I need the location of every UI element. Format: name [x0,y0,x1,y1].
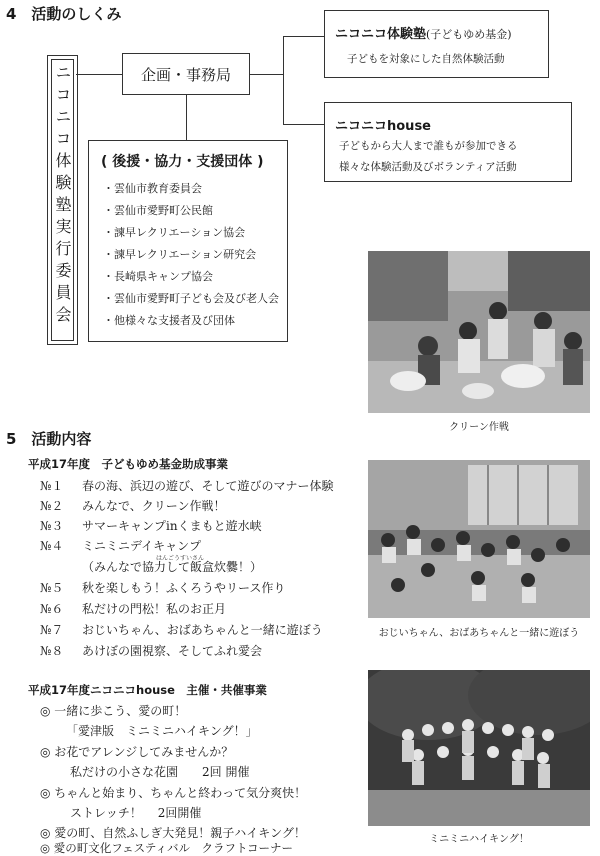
fund-item-2: №２ みんなで、クリーン作戦！ [40,499,226,513]
support-item: ・他様々な支援者及び団体 [103,314,235,327]
photo-hiking [368,670,590,826]
caption-grandparents: おじいちゃん、おばあちゃんと一緒に遊ぼう [378,628,580,639]
fund-item-8: №８ あけぼの園視察、そしてふれ愛会 [40,644,263,658]
photo-grandparents [368,460,590,618]
house-item: ストレッチ！ 2回開催 [70,806,202,820]
connector-to-house [283,124,324,125]
support-item: ・雲仙市愛野町公民館 [103,204,213,217]
taiken-title: ニコニコ体験塾 [335,27,427,42]
photo-grandparents-image [368,460,590,618]
taiken-fund: (子どもゆめ基金) [426,28,512,41]
photo-clean-up [368,251,590,413]
nikoniko-house-box [324,102,572,182]
fund-item-7: №７ おじいちゃん、おばあちゃんと一緒に遊ぼう [40,623,323,637]
house-item: ◎ 一緒に歩こう、愛の町！ [40,704,187,718]
connector-planning-support [186,95,187,140]
fund-item-1: №１ 春の海、浜辺の遊び、そして遊びのマナー体験 [40,479,334,493]
fund-item-5: №５ 秋を楽しもう！ふくろうやリース作り [40,581,286,595]
connector-committee-planning [76,74,122,75]
photo-hiking-image [368,670,590,826]
support-item: ・諫早レクリエーション協会 [103,226,246,239]
caption-hiking: ミニミニハイキング！ [429,834,529,845]
house-desc-1: 子どもから大人まで誰もが参加できる [339,140,518,152]
connector-vertical-right [283,36,284,124]
planning-office-label: 企画・事務局 [140,65,231,84]
fund-item-4: №４ ミニミニデイキャンプ [40,539,202,553]
fund-projects-heading: 平成17年度 子どもゆめ基金助成事業 [28,457,229,471]
ruby-hangou: はんごうすいさん [156,555,205,562]
support-organizations-box [88,140,288,342]
house-item: ◎ 愛の町文化フェスティバル クラフトコーナー [40,841,294,855]
nikoniko-taiken-box [324,10,549,78]
fund-item-3: №３ サマーキャンプinくまもと遊水峡 [40,519,262,533]
fund-item-4-sub: （みんなで協力して飯盒炊爨！） [82,560,263,574]
support-heading: ( 後援・協力・支援団体 ) [101,154,264,170]
taiken-desc: 子どもを対象にした自然体験活動 [347,53,505,65]
fund-item-6: №６ 私だけの門松！私のお正月 [40,602,227,616]
house-item: 「愛津版 ミニミニハイキング！」 [66,724,258,738]
house-item: 私だけの小さな花園 2回 開催 [70,765,250,779]
section-4-title: 4 活動のしくみ [6,5,122,23]
caption-clean-up: クリーン作戦 [449,422,509,433]
house-title: ニコニコhouse [335,119,431,134]
committee-box [47,55,78,345]
house-projects-heading: 平成17年度ニコニコhouse 主催・共催事業 [28,683,267,697]
support-item: ・諫早レクリエーション研究会 [103,248,257,261]
house-desc-2: 様々な体験活動及びボランティア活動 [339,161,517,173]
support-item: ・雲仙市愛野町子ども会及び老人会 [103,292,279,305]
support-list [103,178,279,332]
committee-label: ニコニコ体験塾実行委員会 [53,64,72,328]
house-item: ◎ ちゃんと始まり、ちゃんと終わって気分爽快！ [40,786,307,800]
support-item: ・雲仙市教育委員会 [103,182,202,195]
section-5-title: 5 活動内容 [6,430,92,448]
photo-clean-up-image [368,251,590,413]
support-item: ・長崎県キャンプ協会 [103,270,213,283]
house-item: ◎ お花でアレンジしてみませんか？ [40,745,234,759]
house-item: ◎ 愛の町、自然ふしぎ大発見！親子ハイキング！ [40,826,306,840]
planning-office-box [122,53,250,95]
connector-planning-right [250,74,283,75]
connector-to-taiken [283,36,324,37]
